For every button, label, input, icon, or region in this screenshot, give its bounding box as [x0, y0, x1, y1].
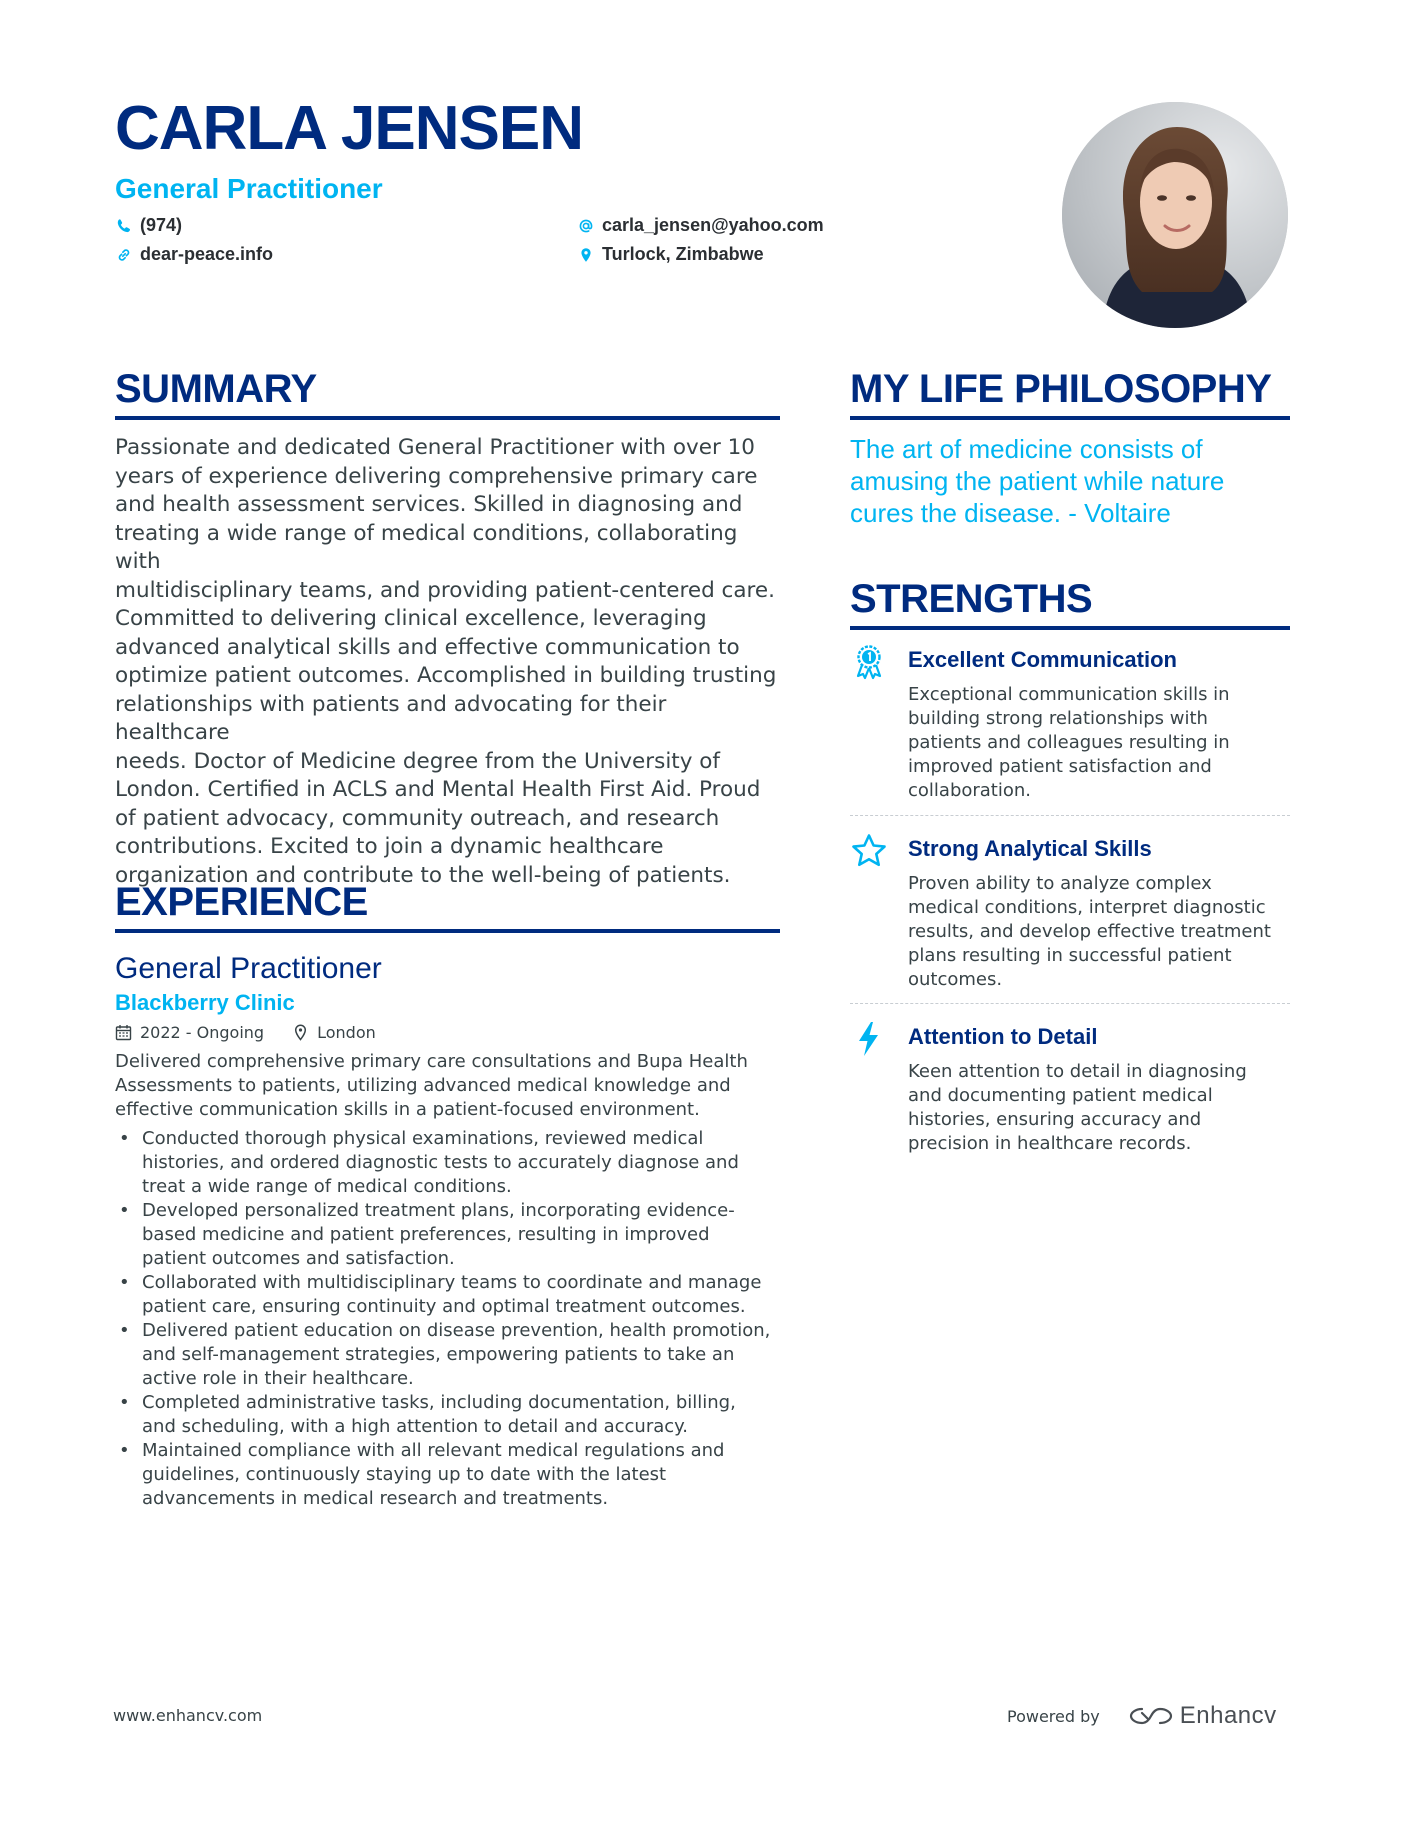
bullet-line: • Completed administrative tasks, including documentation, billing, — [142, 1392, 736, 1413]
summary-line: optimize patient outcomes. Accomplished in building trusting — [115, 663, 777, 688]
strength-description — [908, 872, 1290, 992]
job-desc-line: effective communication skills in a patient-focused environment. — [115, 1099, 700, 1120]
quote-line: amusing the patient while nature — [850, 466, 1225, 496]
job-meta — [115, 1023, 376, 1042]
summary-line: relationships with patients and advocating for their healthcare — [115, 691, 667, 745]
bullet-line: • Delivered patient education on disease prevention, health promotion, — [142, 1320, 771, 1341]
bullet-line: histories, and ordered diagnostic tests to accurately diagnose and — [142, 1152, 739, 1173]
strength-desc-line: collaboration. — [908, 780, 1032, 801]
map-pin-icon — [292, 1024, 309, 1041]
strength-desc-line: precision in healthcare records. — [908, 1133, 1192, 1154]
bullet-line: based medicine and patient preferences, resulting in improved — [142, 1224, 710, 1245]
contact-email[interactable] — [578, 215, 824, 236]
bullet-item — [115, 1391, 780, 1439]
profile-photo — [1062, 102, 1288, 328]
map-pin-icon — [578, 247, 594, 263]
strength-divider — [850, 815, 1290, 816]
job-desc-line: Assessments to patients, utilizing advanced medical knowledge and — [115, 1075, 731, 1096]
summary-line: needs. Doctor of Medicine degree from the University of — [115, 748, 721, 774]
strength-desc-line: histories, ensuring accuracy and — [908, 1109, 1202, 1130]
brand-name: Enhancv — [1179, 1702, 1277, 1729]
bullet-line: treat a wide range of medical conditions. — [142, 1176, 512, 1197]
strength-desc-line: Keen attention to detail in diagnosing — [908, 1061, 1247, 1082]
quote-line: The art of medicine consists of — [850, 434, 1203, 464]
summary-line: contributions. Excited to join a dynamic healthcare — [115, 834, 664, 859]
summary-line: and health assessment services. Skilled in diagnosing and — [115, 492, 743, 517]
location-text: Turlock, Zimbabwe — [602, 244, 764, 264]
strength-description — [908, 683, 1290, 803]
job-description — [115, 1050, 780, 1122]
footer-branding — [1007, 1702, 1277, 1730]
lightning-bolt-icon — [850, 1020, 888, 1058]
strengths-heading: STRENGTHS — [850, 576, 1290, 630]
website-text[interactable]: dear-peace.info — [140, 244, 274, 264]
summary-line: years of experience delivering comprehensive primary care — [115, 463, 758, 489]
job-dates: 2022 - Ongoing — [140, 1023, 265, 1042]
bullet-line: active role in their healthcare. — [142, 1368, 414, 1389]
strength-title: Excellent Communication — [908, 647, 1177, 672]
bullet-line: • Maintained compliance with all relevant medical regulations and — [142, 1440, 725, 1461]
strength-desc-line: patients and colleagues resulting in — [908, 732, 1230, 753]
candidate-title: General Practitioner — [115, 173, 383, 204]
strength-title: Attention to Detail — [908, 1024, 1098, 1049]
summary-line: Passionate and dedicated General Practitioner with over 10 — [115, 435, 755, 460]
bullet-item — [115, 1199, 780, 1271]
company-name: Blackberry Clinic — [115, 990, 295, 1015]
bullet-line: patient care, ensuring continuity and optimal treatment outcomes. — [142, 1296, 746, 1317]
strength-desc-line: building strong relationships with — [908, 708, 1208, 729]
calendar-icon — [115, 1024, 132, 1041]
phone-text: (974) — [140, 215, 183, 235]
portrait-image — [1062, 102, 1288, 328]
bullet-item — [115, 1271, 780, 1319]
link-icon — [116, 247, 132, 263]
summary-heading: SUMMARY — [115, 366, 780, 420]
summary-line: multidisciplinary teams, and providing patient-centered care. — [115, 577, 775, 603]
bullet-line: guidelines, continuously staying up to date with the latest — [142, 1464, 667, 1485]
strength-desc-line: outcomes. — [908, 969, 1003, 990]
at-sign-icon — [578, 218, 594, 234]
enhancv-logo-icon — [1128, 1704, 1174, 1728]
email-text[interactable]: carla_jensen@yahoo.com — [602, 215, 824, 235]
contact-phone — [116, 215, 182, 236]
quote-line: cures the disease. - Voltaire — [850, 498, 1171, 528]
job-desc-line: Delivered comprehensive primary care consultations and Bupa Health — [115, 1051, 748, 1072]
summary-line: organization and contribute to the well-being of patients. — [115, 862, 731, 888]
summary-line: Committed to delivering clinical excellence, leveraging — [115, 606, 707, 631]
bullet-line: • Conducted thorough physical examinations, reviewed medical — [142, 1128, 704, 1149]
bullet-item — [115, 1319, 780, 1391]
summary-line: London. Certified in ACLS and Mental Health First Aid. Proud — [115, 777, 761, 802]
strength-desc-line: plans resulting in successful patient — [908, 945, 1232, 966]
bullet-line: • Developed personalized treatment plans, incorporating evidence- — [142, 1200, 735, 1221]
job-title: General Practitioner — [115, 952, 382, 985]
strength-desc-line: and documenting patient medical — [908, 1085, 1213, 1106]
philosophy-quote — [850, 433, 1290, 529]
bullet-line: advancements in medical research and treatments. — [142, 1488, 609, 1509]
strength-desc-line: medical conditions, interpret diagnostic — [908, 897, 1266, 918]
summary-line: treating a wide range of medical conditions, collaborating with — [115, 520, 738, 574]
experience-heading: EXPERIENCE — [115, 879, 780, 933]
job-location: London — [317, 1023, 376, 1042]
strength-desc-line: improved patient satisfaction and — [908, 756, 1212, 777]
powered-by-label: Powered by — [1007, 1706, 1100, 1726]
strength-description — [908, 1060, 1290, 1156]
contact-website[interactable] — [116, 244, 273, 265]
strength-title: Strong Analytical Skills — [908, 836, 1152, 861]
strength-desc-line: results, and develop effective treatment — [908, 921, 1271, 942]
bullet-line: • Collaborated with multidisciplinary teams to coordinate and manage — [142, 1272, 762, 1293]
summary-text — [115, 434, 780, 890]
award-ribbon-icon — [850, 643, 888, 681]
summary-line: of patient advocacy, community outreach, and research — [115, 805, 720, 831]
contact-location — [578, 244, 764, 265]
strength-divider — [850, 1003, 1290, 1004]
job-bullets — [115, 1127, 780, 1511]
bullet-line: and self-management strategies, empowering patients to take an — [142, 1344, 735, 1365]
strength-desc-line: Proven ability to analyze complex — [908, 873, 1212, 894]
bullet-item — [115, 1127, 780, 1199]
philosophy-heading: MY LIFE PHILOSOPHY — [850, 366, 1290, 420]
strength-desc-line: Exceptional communication skills in — [908, 684, 1230, 705]
bullet-line: patient outcomes and satisfaction. — [142, 1248, 455, 1269]
summary-line: advanced analytical skills and effective communication to — [115, 634, 740, 660]
bullet-item — [115, 1439, 780, 1511]
star-icon — [850, 832, 888, 870]
bullet-line: and scheduling, with a high attention to detail and accuracy. — [142, 1416, 688, 1437]
candidate-name: CARLA JENSEN — [115, 94, 583, 163]
phone-icon — [116, 218, 132, 234]
footer-website[interactable]: www.enhancv.com — [113, 1706, 263, 1725]
